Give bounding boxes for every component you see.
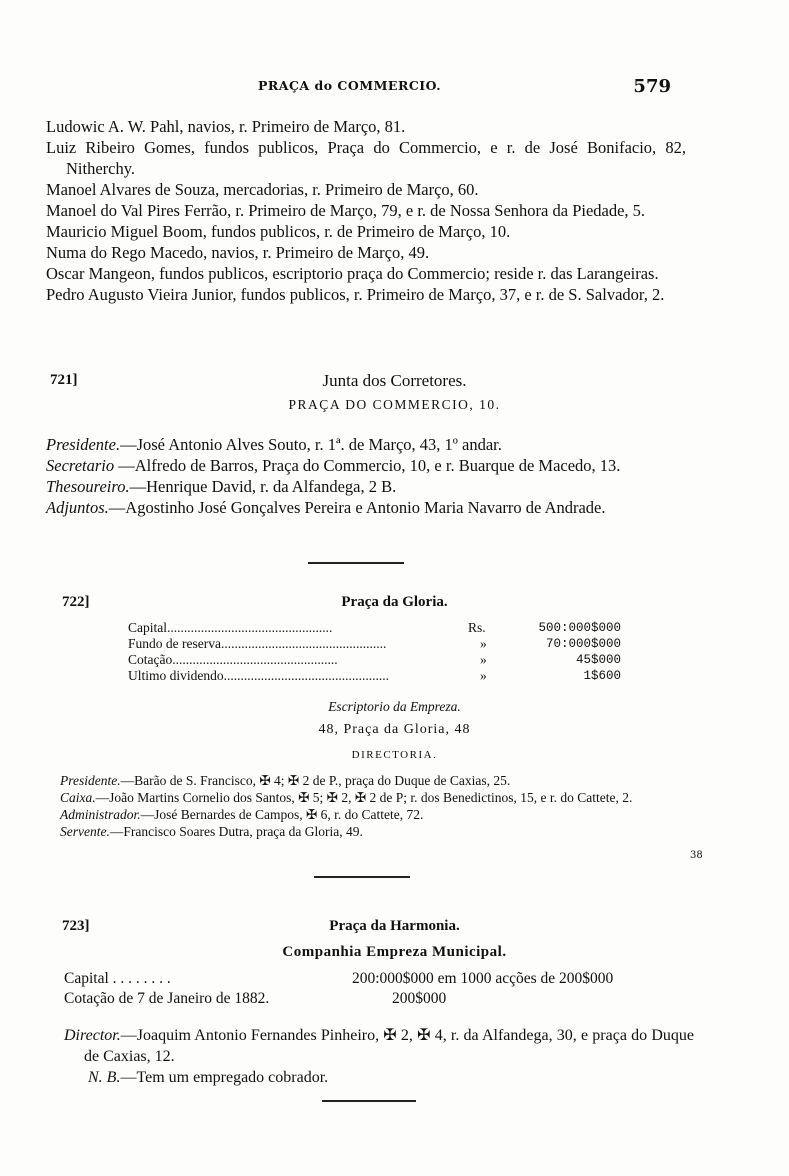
member-text: —José Antonio Alves Souto, r. 1ª. de Março, 43, 1º andar. [120,435,502,454]
office-heading: Escriptorio da Empreza. [328,699,461,714]
row-currency: » [480,636,487,651]
member-role: Administrador. [60,807,141,822]
row-value: 45$000 [575,653,621,667]
section-722-members [60,772,700,840]
table-row: Ultimo dividendo................................................. » 1$600 [128,668,621,683]
section-title-723: Praça da Harmonia. [329,918,460,934]
table-row: Capital................................................. Rs. 500:000$000 [128,620,621,635]
page-number: 579 [633,76,671,97]
row-label: Capital [128,620,167,635]
section-number-723: 723] [62,918,90,934]
section-title-721: Junta dos Corretores. [322,371,467,390]
entry: Mauricio Miguel Boom, fundos publicos, r. de Primeiro de Março, 10. [46,222,511,241]
director-entry [64,1025,694,1088]
section-721-members [46,434,686,518]
entry: Manoel Alvares de Souza, mercadorias, r. Primeiro de Março, 60. [46,180,479,199]
member-entry [60,789,700,806]
section-title-722: Praça da Gloria. [341,594,448,610]
member-text: —Barão de S. Francisco, ✠ 4; ✠ 2 de P., praça do Duque de Caxias, 25. [120,773,511,788]
member-entry [46,434,686,455]
entry: Numa do Rego Macedo, navios, r. Primeiro de Março, 49. [46,243,430,262]
section-subtitle-723: Companhia Empreza Municipal. [282,944,507,960]
director-role: Director. [64,1027,121,1044]
row-value: 500:000$000 [538,621,621,635]
member-role: Servente. [60,824,110,839]
section-number-721: 721] [50,372,78,388]
member-text: —Agostinho José Gonçalves Pereira e Antonio Maria Navarro de Andrade. [108,498,606,517]
member-entry [46,497,686,518]
section-address-721: PRAÇA DO COMMERCIO, 10. [288,397,501,412]
entry: Oscar Mangeon, fundos publicos, escriptorio praça do Commercio; reside r. das Larangeiras. [46,264,659,283]
table-row: Cotação................................................. » 45$000 [128,652,621,667]
office-address: 48, Praça da Gloria, 48 [318,722,471,737]
member-entry [60,806,700,823]
member-role: Presidente. [46,435,121,454]
member-role: Presidente. [60,773,121,788]
row-value: 1$600 [583,669,621,683]
row-currency: Rs. [468,620,486,635]
margin-mark: 38 [690,850,703,861]
member-entry [46,476,686,497]
row-label: Cotação [128,652,173,667]
quote-label: Cotação de 7 de Janeiro de 1882. [64,990,270,1007]
member-text: —Henrique David, r. da Alfandega, 2 B. [129,477,397,496]
note-line [64,1067,694,1088]
section-divider [308,562,404,564]
row-label: Ultimo dividendo [128,668,224,683]
header-title: PRAÇA do COMMERCIO. [258,78,442,93]
section-divider [322,1100,416,1102]
note-text: —Tem um empregado cobrador. [120,1069,329,1086]
director-text: —Joaquim Antonio Fernandes Pinheiro, ✠ 2, ✠ 4, r. da Alfandega, 30, e praça do Duque de Caxias, 12. [84,1027,694,1065]
section-number-722: 722] [62,594,90,610]
entry: Luiz Ribeiro Gomes, fundos publicos, Praça do Commercio, e r. de José Bonifacio, 82, Nitherchy. [46,138,686,178]
running-header [0,76,789,100]
note-label: N. B. [88,1069,121,1086]
member-text: —Francisco Soares Dutra, praça da Gloria, 49. [109,824,363,839]
capital-line [64,970,171,988]
financial-table [128,620,648,684]
entry: Ludowic A. W. Pahl, navios, r. Primeiro de Março, 81. [46,117,406,136]
member-entry [60,772,700,789]
row-label: Fundo de reserva [128,636,221,651]
entry: Manoel do Val Pires Ferrão, r. Primeiro de Março, 79, e r. de Nossa Senhora da Piedade, 5. [46,201,646,220]
member-role: Thesoureiro. [46,477,130,496]
member-role: Caixa. [60,790,96,805]
member-role: Secretario [46,456,115,475]
entry: Pedro Augusto Vieira Junior, fundos publicos, r. Primeiro de Março, 37, e r. de S. Salvador, 2. [46,285,665,304]
directory-heading: DIRECTORIA. [351,749,438,761]
member-text: —João Martins Cornelio dos Santos, ✠ 5; ✠ 2, ✠ 2 de P; r. dos Benedictinos, 15, e r. do Cattete, 2. [95,790,633,805]
row-value: 70:000$000 [545,637,621,651]
member-role: Adjuntos. [46,498,109,517]
row-currency: » [480,652,487,667]
entries-top [46,116,686,305]
capital-label: Capital . . . . . . . . [64,970,171,987]
member-entry [60,823,700,840]
row-currency: » [480,668,487,683]
member-text: —Alfredo de Barros, Praça do Commercio, 10, e r. Buarque de Macedo, 13. [114,456,621,475]
section-divider [314,876,410,878]
table-row: Fundo de reserva................................................. » 70:000$000 [128,636,621,651]
member-entry [46,455,686,476]
member-text: —José Bernardes de Campos, ✠ 6, r. do Cattete, 72. [140,807,424,822]
capital-value: 200:000$000 em 1000 acções de 200$000 [352,970,614,987]
quote-value: 200$000 [392,990,447,1007]
